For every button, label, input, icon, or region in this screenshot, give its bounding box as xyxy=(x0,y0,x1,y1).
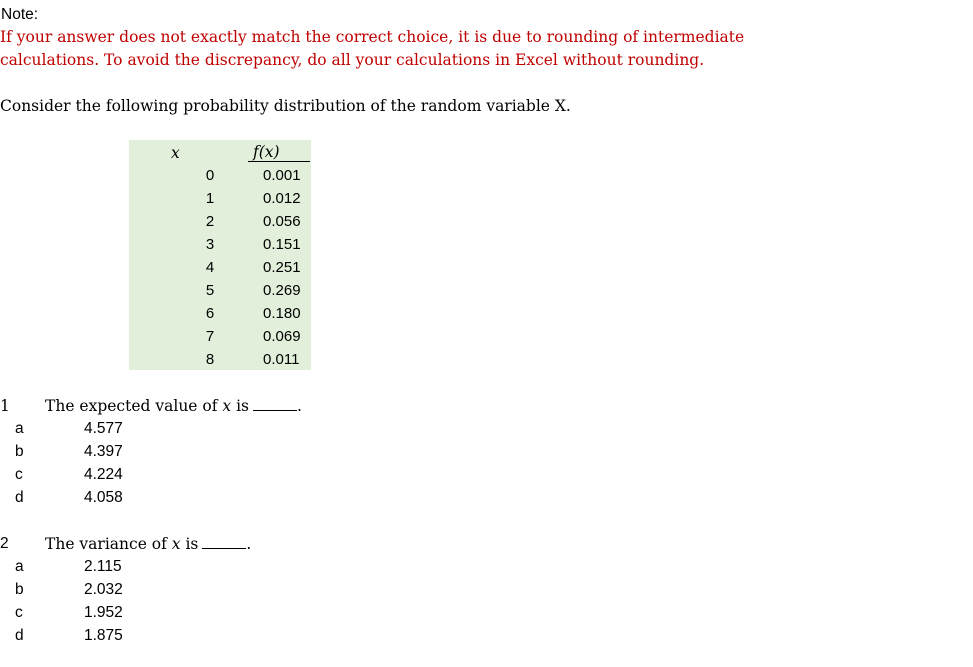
table-x-value: 6 xyxy=(205,305,215,322)
option-value[interactable]: 2.032 xyxy=(84,581,123,598)
answer-blank xyxy=(253,398,297,411)
table-fx-value: 0.011 xyxy=(263,351,300,368)
option-letter: b xyxy=(15,581,24,598)
answer-blank xyxy=(202,536,246,549)
table-x-value: 2 xyxy=(205,213,215,230)
table-fx-value: 0.180 xyxy=(263,305,301,322)
table-fx-value: 0.251 xyxy=(263,259,301,276)
option-value[interactable]: 4.224 xyxy=(84,466,123,483)
option-value[interactable]: 1.875 xyxy=(84,627,123,644)
stem-text-end: is xyxy=(231,397,249,415)
stem-variable: x xyxy=(222,397,232,415)
table-fx-value: 0.001 xyxy=(263,167,301,184)
option-value[interactable]: 4.397 xyxy=(84,443,123,460)
table-fx-value: 0.151 xyxy=(263,236,301,253)
table-x-value: 8 xyxy=(205,351,215,368)
option-value[interactable]: 4.058 xyxy=(84,489,123,506)
table-fx-value: 0.012 xyxy=(263,190,301,207)
option-value[interactable]: 4.577 xyxy=(84,420,123,437)
option-letter: a xyxy=(15,558,24,575)
option-value[interactable]: 2.115 xyxy=(84,558,122,575)
question-stem: The expected value of x is . xyxy=(45,397,302,415)
table-x-value: 1 xyxy=(205,190,215,207)
stem-text: The expected value of xyxy=(45,397,223,415)
intro-text: Consider the following probability distribution of the random variable X. xyxy=(0,97,571,115)
stem-text-end: is xyxy=(180,535,199,553)
option-letter: c xyxy=(15,604,23,621)
option-letter: c xyxy=(15,466,23,483)
question-stem: The variance of x is . xyxy=(45,535,252,553)
table-x-value: 7 xyxy=(205,328,215,345)
table-x-value: 3 xyxy=(205,236,215,253)
option-letter: d xyxy=(15,627,24,644)
table-header-x: x xyxy=(171,144,180,162)
table-fx-value: 0.069 xyxy=(263,328,301,345)
stem-text: The variance of xyxy=(45,535,172,553)
option-letter: b xyxy=(15,443,24,460)
note-line-1: If your answer does not exactly match the correct choice, it is due to rounding of intermediate xyxy=(0,28,745,46)
table-x-value: 4 xyxy=(205,259,215,276)
table-x-value: 0 xyxy=(205,167,215,184)
note-heading: Note: xyxy=(1,6,39,23)
stem-variable: x xyxy=(171,535,181,553)
table-header-fx: f(x) xyxy=(253,143,280,161)
option-letter: a xyxy=(15,420,24,437)
question-number: 1 xyxy=(0,397,10,415)
question-number: 2 xyxy=(0,535,9,552)
table-x-value: 5 xyxy=(205,282,215,299)
option-letter: d xyxy=(15,489,24,506)
note-line-2: calculations. To avoid the discrepancy, do all your calculations in Excel without rounding. xyxy=(0,51,705,69)
header-underline xyxy=(248,161,310,162)
table-fx-value: 0.056 xyxy=(263,213,301,230)
table-fx-value: 0.269 xyxy=(263,282,301,299)
option-value[interactable]: 1.952 xyxy=(84,604,123,621)
